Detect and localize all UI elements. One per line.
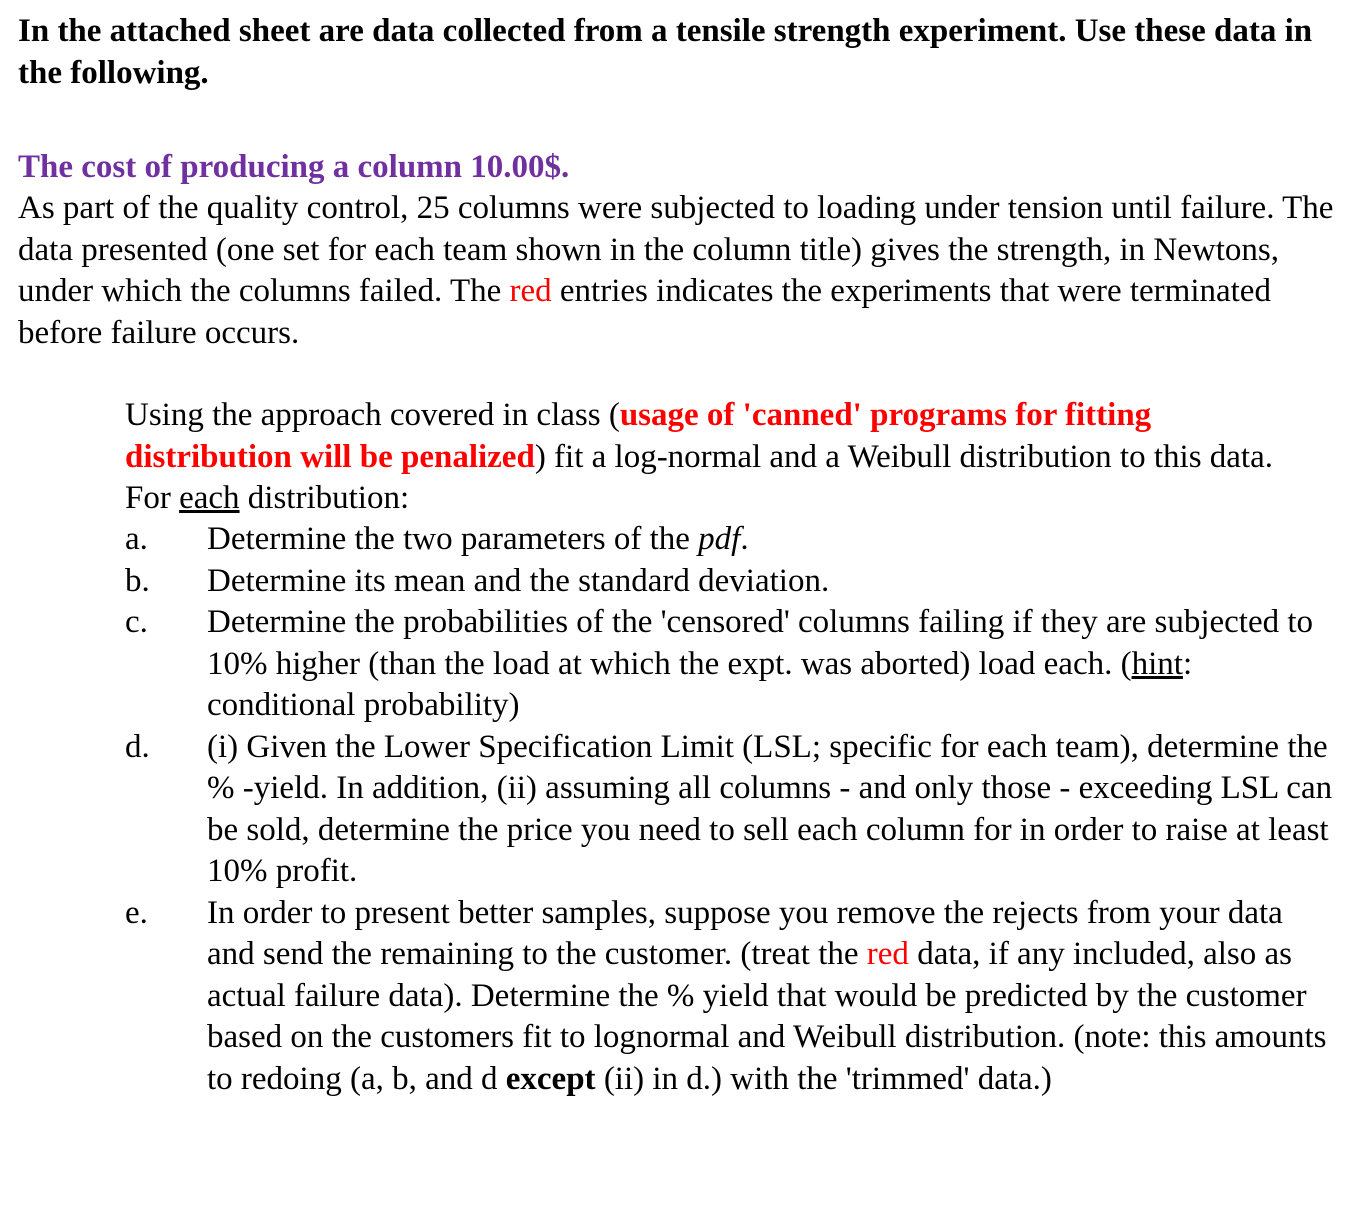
task-text-part1: Using the approach covered in class ( [125, 397, 620, 433]
item-label: c. [125, 604, 148, 640]
intro-paragraph [18, 188, 1338, 354]
item-e-text3: (ii) in d.) with the 'trimmed' data.) [595, 1060, 1052, 1097]
task-list [125, 519, 1335, 1100]
item-body [207, 602, 1335, 727]
task-paragraph [125, 395, 1325, 520]
item-c-text1: Determine the probabilities of the 'censored' columns failing if they are subjected to 10% higher (than the load at which the expt. was aborted) load each. ( [207, 604, 1314, 682]
item-body [207, 519, 1335, 561]
item-label: a. [125, 521, 148, 557]
item-body: (i) Given the Lower Specification Limit (LSL; specific for each team), determine the % -yield. In addition, (ii) assuming all columns - and only those - exceeding LSL can be sold, determine the price you need to sell each column for in order to raise at least 10% profit. [207, 728, 1333, 889]
item-e-text2: data, if any included, also as actual failure data). Determine the % yield that would be predicted by the customer based on the customers fit to lognormal and Weibull distribution. (note: this amounts to redoing (a, b, and d [207, 936, 1327, 1097]
intro-text-part1: As part of the quality control, 25 columns were subjected to loading under tension until failure. The data presented (one set for each team shown in the column title) gives the strength, in Newtons, under which the columns failed. The [18, 190, 1334, 309]
document-heading: In the attached sheet are data collected from a tensile strength experiment. Use these data in the following. [18, 13, 1313, 91]
hint-underlined: hint [1131, 645, 1183, 682]
item-a-text2: . [740, 521, 749, 557]
cost-title: The cost of producing a column 10.00$. [18, 149, 570, 185]
intro-text-part2: entries indicates the experiments that were terminated before failure occurs. [18, 273, 1271, 351]
list-item-b [125, 561, 1335, 603]
intro-red-word: red [509, 273, 552, 309]
pdf-italic: pdf [698, 521, 741, 557]
list-item-c [125, 602, 1335, 727]
item-body: Determine its mean and the standard deviation. [207, 562, 830, 599]
item-label: d. [125, 728, 150, 765]
item-e-text1: In order to present better samples, suppose you remove the rejects from your data and send the remaining to the customer. (treat the [207, 894, 1283, 972]
item-c-text2: : conditional probability) [207, 645, 1193, 723]
except-bold: except [505, 1060, 596, 1097]
task-text-part2: ) fit a log-normal and a Weibull distribution to this data. For [125, 438, 1273, 516]
list-item-e [125, 893, 1335, 1101]
penalty-warning: usage of 'canned' programs for fitting distribution will be penalized [125, 397, 1152, 475]
item-body [207, 893, 1335, 1101]
list-item-a [125, 519, 1335, 561]
item-label: e. [125, 894, 148, 931]
task-text-part3: distribution: [239, 480, 410, 516]
item-e-red-word: red [866, 936, 909, 972]
item-label: b. [125, 562, 150, 599]
list-item-d [125, 727, 1335, 893]
item-a-text1: Determine the two parameters of the [207, 521, 699, 557]
each-underlined: each [179, 480, 240, 516]
